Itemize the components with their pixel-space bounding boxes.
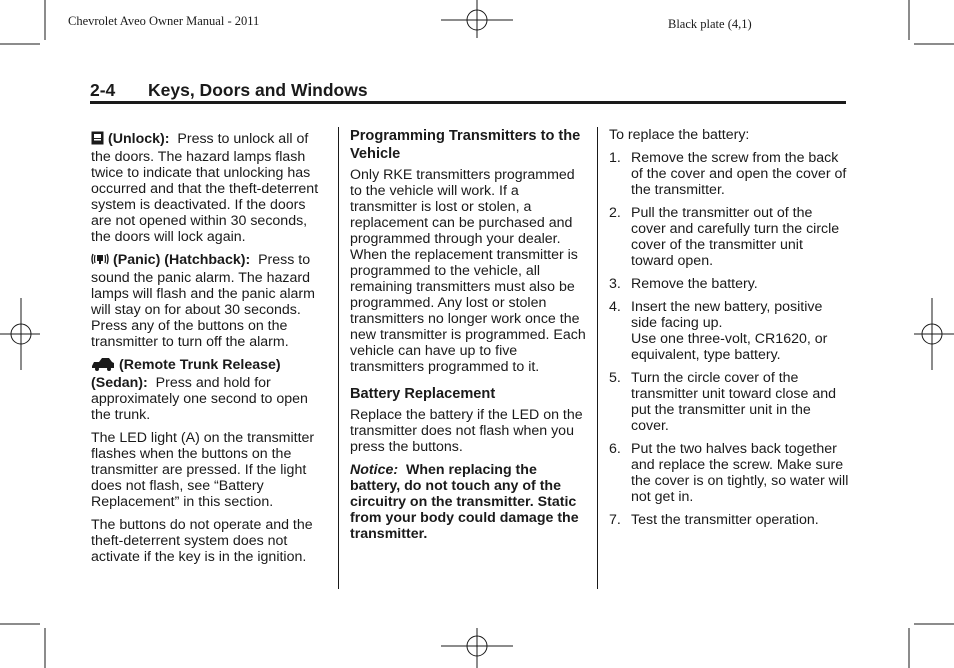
step-number: 6. [609, 441, 621, 457]
unlock-icon [91, 131, 104, 149]
step-text: Remove the battery. [631, 276, 758, 292]
panic-paragraph [91, 252, 327, 350]
step-number: 4. [609, 299, 621, 315]
step-item [609, 441, 849, 505]
step-text: Test the transmitter operation. [631, 512, 819, 528]
column-3 [609, 127, 849, 535]
step-number: 3. [609, 276, 621, 292]
step-text: Remove the screw from the back of the cover and open the cover of the transmitter. [631, 150, 847, 198]
buttons-paragraph: The buttons do not operate and the theft-deterrent system does not activate if the key is in the ignition. [91, 517, 313, 565]
trunk-text: Press and hold for approximately one second to open the trunk. [91, 375, 308, 423]
led-paragraph: The LED light (A) on the transmitter flashes when the buttons on the transmitter are pressed. If the light does not flash, see “Battery Replacement” in this section. [91, 430, 315, 510]
notice-paragraph [350, 462, 586, 542]
step-number: 2. [609, 205, 621, 221]
header-rule [90, 101, 846, 104]
battery-intro: To replace the battery: [609, 127, 750, 143]
step-item [609, 512, 849, 528]
unlock-paragraph [91, 131, 327, 245]
step-extra-text: Use one three-volt, CR1620, or equivalent, type battery. [631, 331, 828, 363]
panic-label: (Panic) (Hatchback): [113, 252, 251, 268]
column-divider-2 [597, 127, 598, 589]
step-item [609, 205, 849, 269]
battery-paragraph: Replace the battery if the LED on the transmitter does not flash when you press the buttons. [350, 407, 583, 455]
step-number: 1. [609, 150, 621, 166]
step-number: 5. [609, 370, 621, 386]
step-text: Pull the transmitter out of the cover and carefully turn the circle cover of the transmitter unit toward open. [631, 205, 840, 269]
step-text: Insert the new battery, positive side facing up. [631, 299, 823, 331]
column-1 [91, 131, 327, 572]
programming-heading: Programming Transmitters to the Vehicle [350, 128, 581, 162]
programming-paragraph: Only RKE transmitters programmed to the vehicle will work. If a transmitter is lost or stolen, a replacement can be purchased and programmed through your dealer. When the replacement transmitter is programmed to the vehicle, all remaining transmitters must also be programmed. Any lost or stolen transmitters no longer work once the new transmitter is programmed. Each vehicle can have up to five transmitters programmed to it. [350, 167, 586, 375]
step-text: Put the two halves back together and replace the screw. Make sure the cover is on tightly, so water will not get in. [631, 441, 849, 505]
section-title [90, 80, 368, 101]
step-text: Turn the circle cover of the transmitter unit toward close and put the transmitter unit in the cover. [631, 370, 837, 434]
panic-text: Press to sound the panic alarm. The hazard lamps will flash and the panic alarm will stay on for about 30 seconds. Press any of the buttons on the transmitter to turn off the alarm. [91, 252, 315, 350]
step-item [609, 299, 849, 363]
section-name: Keys, Doors and Windows [148, 80, 368, 100]
header-manual-title: Chevrolet Aveo Owner Manual - 2011 [68, 14, 260, 28]
unlock-label: (Unlock): [108, 131, 170, 147]
notice-text: When replacing the battery, do not touch any of the circuitry on the transmitter. Static from your body could damage the transmitter. [350, 462, 579, 542]
car-trunk-icon [91, 357, 115, 375]
section-number: 2-4 [90, 80, 116, 100]
battery-steps-list [609, 150, 849, 528]
trunk-label: (Remote Trunk Release) (Sedan): [91, 357, 281, 391]
battery-heading: Battery Replacement [350, 386, 496, 402]
header-plate: Black plate (4,1) [668, 17, 752, 31]
step-item [609, 150, 849, 198]
step-item [609, 370, 849, 434]
step-item [609, 276, 849, 292]
column-divider-1 [338, 127, 339, 589]
unlock-text: Press to unlock all of the doors. The hazard lamps flash twice to indicate that unlocking has occurred and that the theft-deterrent system is deactivated. If the doors are not opened within 30 seconds, the doors will lock again. [91, 131, 319, 245]
step-number: 7. [609, 512, 621, 528]
trunk-paragraph [91, 357, 327, 423]
panic-horn-icon [91, 252, 109, 270]
column-2 [350, 127, 586, 549]
notice-label: Notice: [350, 462, 399, 478]
